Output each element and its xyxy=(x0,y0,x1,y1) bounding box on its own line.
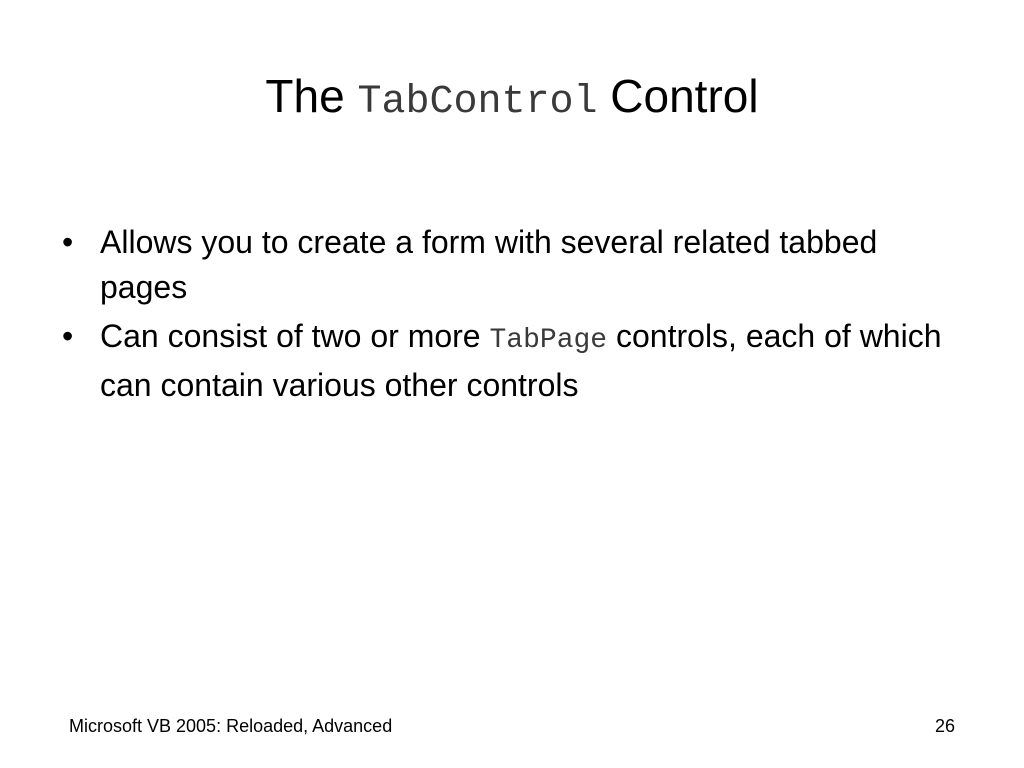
bullet-text: Can consist of two or more xyxy=(100,318,490,354)
slide-title xyxy=(0,64,1024,135)
footer-page-number: 26 xyxy=(934,716,955,736)
bullet-item xyxy=(62,220,962,310)
bullet-code: TabPage xyxy=(489,325,608,356)
title-prefix: The xyxy=(265,70,358,122)
title-code: TabControl xyxy=(357,80,598,125)
footer-course-title: Microsoft VB 2005: Reloaded, Advanced xyxy=(69,716,393,736)
title-suffix: Control xyxy=(597,70,759,122)
bullet-marker: • xyxy=(62,224,74,260)
bullet-text-after: controls, each of which can contain various other controls xyxy=(100,318,942,403)
bullet-text: Allows you to create a form with several related tabbed pages xyxy=(100,224,878,305)
bullet-marker: • xyxy=(62,318,74,354)
bullet-item xyxy=(62,314,962,408)
bullet-list xyxy=(62,220,962,412)
